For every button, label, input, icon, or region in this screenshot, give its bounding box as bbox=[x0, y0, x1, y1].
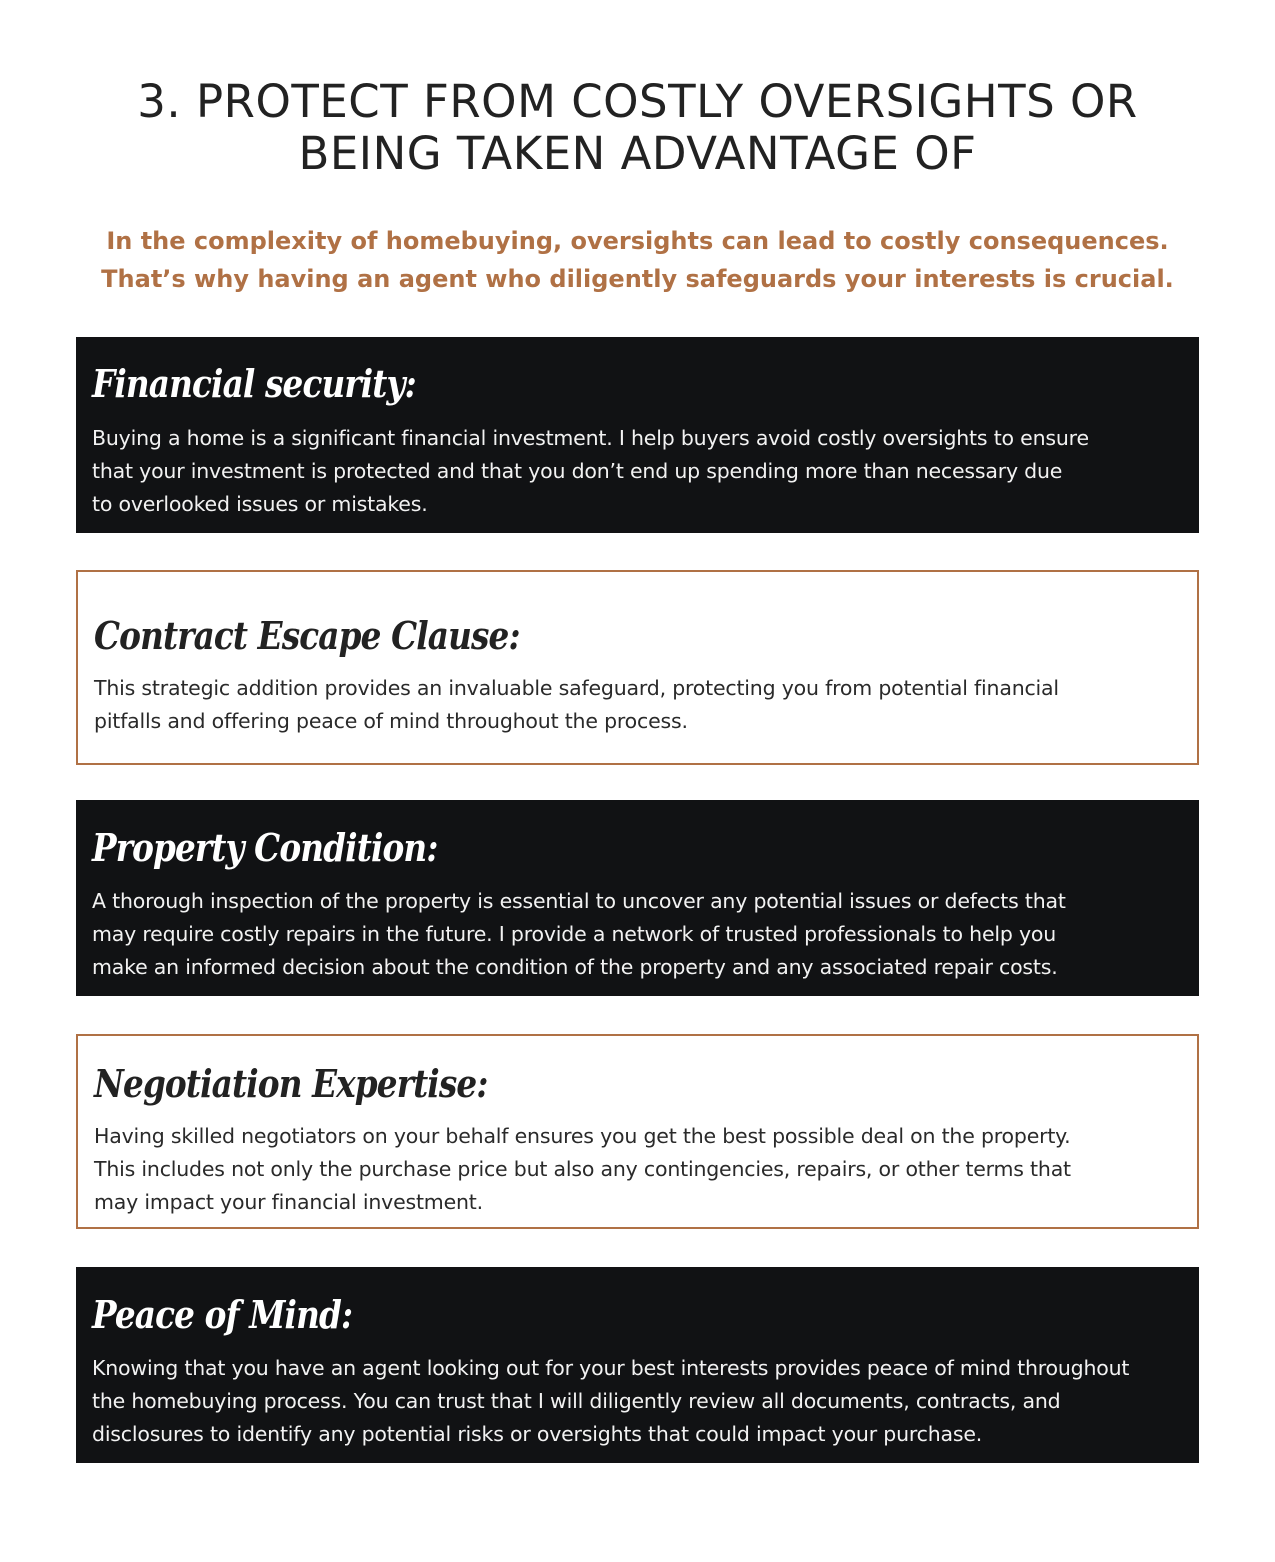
card-heading: Contract Escape Clause: bbox=[94, 613, 520, 658]
card-body-line: pitfalls and offering peace of mind throughout the process. bbox=[94, 709, 688, 733]
card-heading: Financial security: bbox=[92, 361, 416, 406]
card-body-line: the homebuying process. You can trust that I will diligently review all documents, contracts, and bbox=[92, 1389, 1061, 1413]
card-body bbox=[94, 1120, 1184, 1219]
card-body-line: A thorough inspection of the property is essential to uncover any potential issues or defects that bbox=[92, 889, 1066, 913]
intro-line-2: That’s why having an agent who diligently safeguards your interests is crucial. bbox=[101, 265, 1174, 293]
card-heading: Peace of Mind: bbox=[92, 1292, 353, 1337]
card-financial-security bbox=[76, 337, 1199, 533]
card-body-line: This includes not only the purchase price but also any contingencies, repairs, or other terms that bbox=[94, 1157, 1071, 1181]
card-peace-of-mind bbox=[76, 1267, 1199, 1463]
card-property-condition bbox=[76, 800, 1199, 996]
card-body-line: may require costly repairs in the future. I provide a network of trusted professionals to help you bbox=[92, 922, 1057, 946]
card-body-line: make an informed decision about the condition of the property and any associated repair costs. bbox=[92, 955, 1058, 979]
card-heading: Property Condition: bbox=[92, 825, 438, 870]
intro-text bbox=[0, 222, 1275, 298]
card-body-line: Knowing that you have an agent looking out for your best interests provides peace of mind throughout bbox=[92, 1356, 1130, 1380]
card-contract-escape-clause bbox=[76, 570, 1199, 765]
card-body bbox=[92, 422, 1182, 521]
intro-line-1: In the complexity of homebuying, oversights can lead to costly consequences. bbox=[106, 227, 1169, 255]
card-body-line: Buying a home is a significant financial investment. I help buyers avoid costly oversights to ensure bbox=[92, 426, 1089, 450]
page-title-line-2: BEING TAKEN ADVANTAGE OF bbox=[298, 127, 977, 180]
page-title-line-1: 3. PROTECT FROM COSTLY OVERSIGHTS OR bbox=[137, 75, 1138, 128]
card-body-line: that your investment is protected and that you don’t end up spending more than necessary due bbox=[92, 459, 1063, 483]
card-body bbox=[94, 672, 1184, 738]
card-body-line: disclosures to identify any potential risks or oversights that could impact your purchase. bbox=[92, 1422, 983, 1446]
card-body-line: This strategic addition provides an invaluable safeguard, protecting you from potential financial bbox=[94, 676, 1059, 700]
page-title bbox=[0, 76, 1275, 180]
card-body bbox=[92, 885, 1182, 984]
card-heading: Negotiation Expertise: bbox=[94, 1061, 488, 1106]
card-negotiation-expertise bbox=[76, 1034, 1199, 1229]
card-body-line: Having skilled negotiators on your behalf ensures you get the best possible deal on the property. bbox=[94, 1124, 1071, 1148]
card-body-line: to overlooked issues or mistakes. bbox=[92, 492, 428, 516]
card-body bbox=[92, 1352, 1182, 1451]
card-body-line: may impact your financial investment. bbox=[94, 1190, 483, 1214]
